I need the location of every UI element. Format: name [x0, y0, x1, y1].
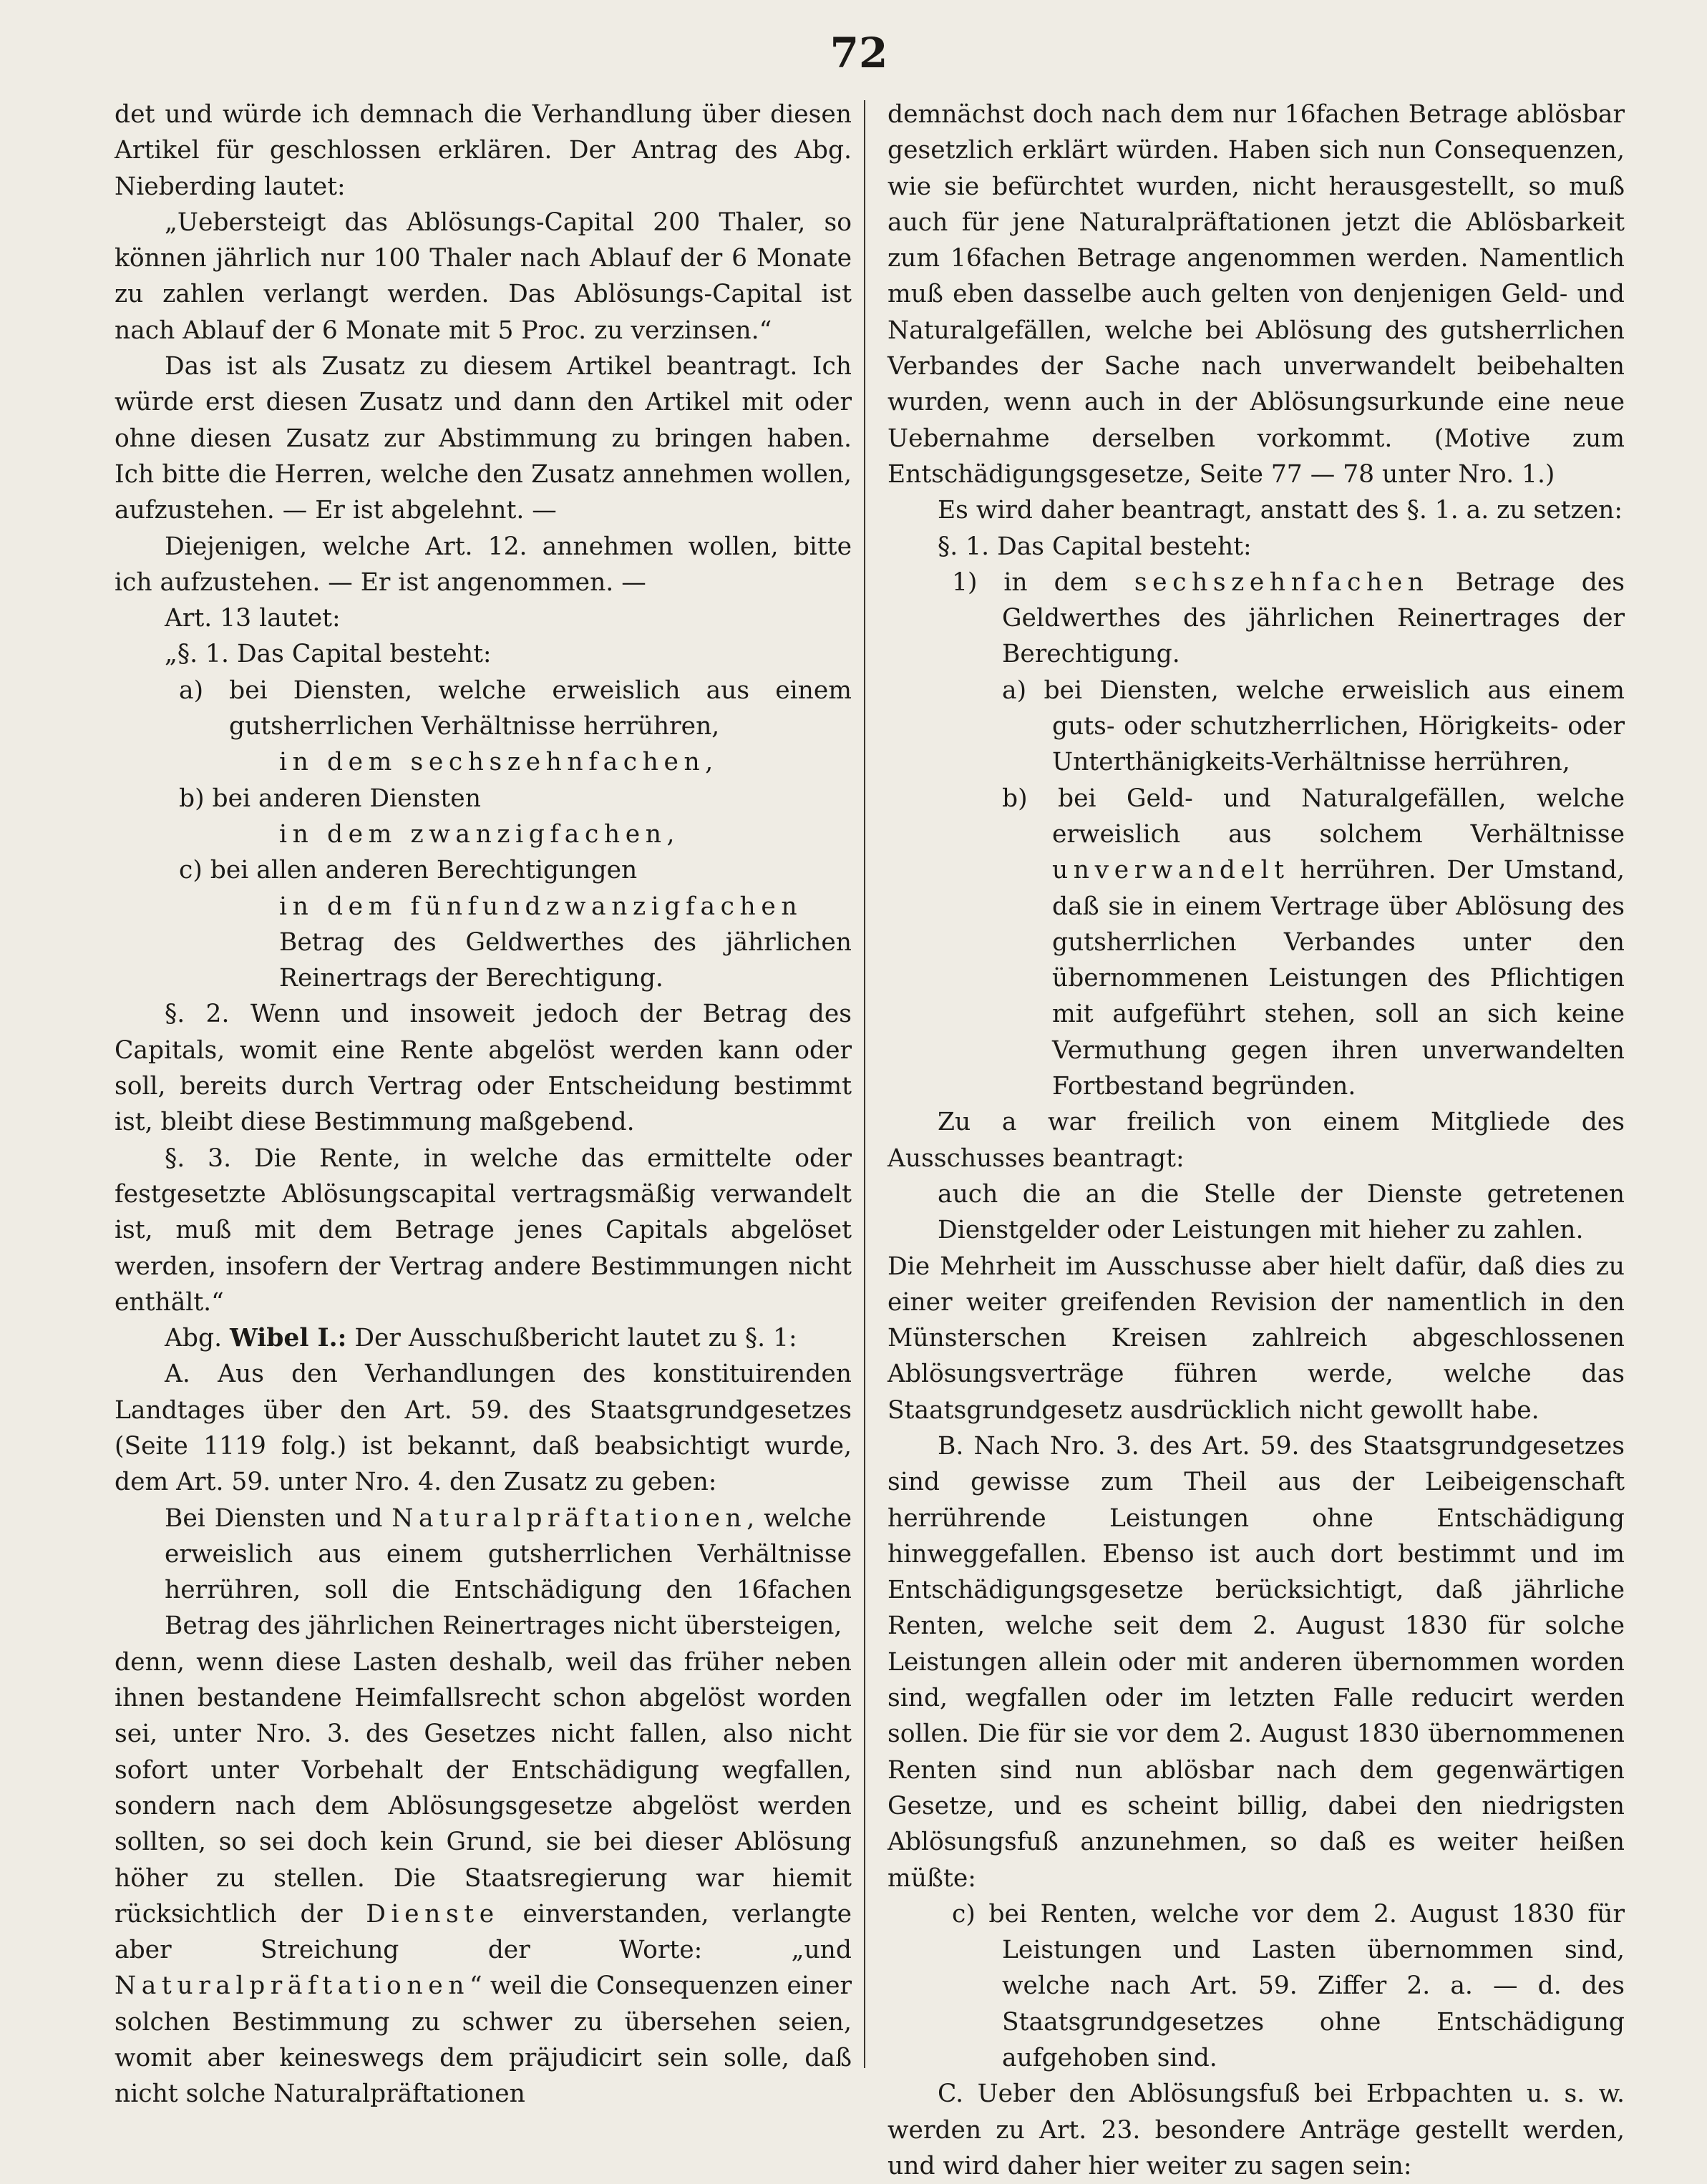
list-item — [887, 565, 1625, 673]
left-column — [115, 97, 852, 2112]
paragraph: Art. 13 lautet: — [165, 604, 341, 633]
text-run: denn, wenn diese Lasten deshalb, weil das früher neben ihnen bestandene Heimfallsrecht schon abgelöst worden sei, unter Nro. 3. des Gesetzes nicht fallen, also nicht sofort unter Vorbehalt der Entschädigung wegfallen, sondern nach dem Ablösungsgesetze abgelöst werden sollten, so sei doch kein Grund, sie bei dieser Ablösung höher zu stellen. Die Staatsregierung war hiemit rücksichtlich der — [115, 1647, 852, 1929]
paragraph: Es wird daher beantragt, anstatt des §. 1. a. zu setzen: — [938, 496, 1623, 525]
quoted-motion: auch die an die Stelle der Dienste getretenen Dienstgelder oder Leistungen mit hieher zu zahlen. — [938, 1179, 1625, 1245]
section-paragraph: §. 2. Wenn und insoweit jedoch der Betrag des Capitals, womit eine Rente abgelöst werden kann oder soll, bereits durch Vertrag oder Entscheidung bestimmt ist, bleibt diese Bestimmung maßgebend. — [115, 1000, 852, 1137]
text-run: “ weil die Consequenzen einer solchen Bestimmung zu schwer zu übersehen seien, womit aber keineswegs dem präjudicirt sein solle, daß nicht solche Naturalpräftationen — [115, 1971, 852, 2109]
spaced-term: Naturalpräftationen — [392, 1503, 747, 1533]
paragraph — [115, 1644, 852, 2112]
text-run: , welche erweislich aus einem gutsherrlichen Verhältnisse herrühren, soll die Entschädigung den 16fachen Betrag des jährlichen Reinertrages nicht übersteigen, — [165, 1503, 852, 1641]
spaced-term: unverwandelt — [1052, 856, 1290, 885]
text-run: Bei Diensten und — [165, 1503, 392, 1533]
speaker-name: Wibel I.: — [230, 1324, 347, 1353]
section-heading: §. 1. Das Capital besteht: — [938, 532, 1252, 561]
right-column — [887, 97, 1625, 2184]
list-item: b) bei anderen Diensten — [179, 784, 481, 813]
paragraph: Diejenigen, welche Art. 12. annehmen wollen, bitte ich aufzustehen. — Er ist angenommen. — — [115, 532, 852, 597]
paragraph: Die Mehrheit im Ausschusse aber hielt dafür, daß dies zu einer weiter greifenden Revision der namentlich in den Münsterschen Kreisen zahlreich abgeschlossenen Ablösungsverträge führen werde, welche das Staatsgrundgesetz ausdrücklich nicht gewollt habe. — [887, 1252, 1625, 1425]
text-run: Betrage des Geldwerthes des jährlichen Reinertrages der Berechtigung. — [1002, 567, 1625, 669]
paragraph: det und würde ich demnach die Verhandlung über diesen Artikel für geschlossen erklären. Der Antrag des Abg. Nieberding lautet: — [115, 100, 852, 201]
list-item-factor: in dem zwanzigfachen, — [279, 819, 681, 849]
list-item: a) bei Diensten, welche erweislich aus einem guts- oder schutzherrlichen, Hörigkeits- oder Unterthänigkeits-Verhältnisse herrühren, — [1002, 676, 1625, 777]
spaced-term: Naturalpräftationen — [115, 1971, 470, 2001]
list-item — [887, 781, 1625, 1105]
text-run: herrühren. Der Umstand, daß sie in einem Vertrage über Ablösung des gutsherrlichen Verbandes unter den übernommenen Leistungen des Pflichtigen mit aufgeführt stehen, soll an sich keine Vermuthung gegen ihren unverwandelten Fortbestand begründen. — [1052, 856, 1625, 1101]
report-section-a: A. Aus den Verhandlungen des konstituirenden Landtages über den Art. 59. des Staatsgrundgesetzes (Seite 1119 folg.) ist bekannt, daß beabsichtigt wurde, dem Art. 59. unter Nro. 4. den Zusatz zu geben: — [115, 1360, 852, 1497]
text-run: b) bei Geld- und Naturalgefällen, welche erweislich aus solchem Verhältnisse — [1002, 784, 1625, 849]
speaker-prefix: Abg. — [165, 1324, 223, 1353]
list-item-factor: in dem fünfundzwanzigfachen — [279, 892, 803, 921]
speaker-text: Der Ausschußbericht lautet zu §. 1: — [354, 1324, 797, 1353]
list-tail: Betrag des Geldwerthes des jährlichen Reinertrags der Berechtigung. — [279, 927, 852, 993]
list-item: c) bei allen anderen Berechtigungen — [179, 856, 638, 885]
report-section-c: C. Ueber den Ablösungsfuß bei Erbpachten u. s. w. werden zu Art. 23. besondere Anträge gestellt werden, und wird daher hier weiter zu sagen sein: — [887, 2080, 1625, 2180]
list-item: a) bei Diensten, welche erweislich aus einem gutsherrlichen Verhältnisse herrühren, — [179, 676, 852, 741]
spaced-term: Dienste — [366, 1899, 500, 1929]
report-section-b: B. Nach Nro. 3. des Art. 59. des Staatsgrundgesetzes sind gewisse zum Theil aus der Leibeigenschaft herrührende Leistungen ohne Entschädigung hinweggefallen. Ebenso ist auch dort bestimmt und im Entschädigungsgesetze berücksichtigt, daß jährliche Renten, welche seit dem 2. August 1830 für solche Leistungen allein oder mit anderen übernommen worden sind, wegfallen oder im letzten Falle reducirt werden sollen. Die für sie vor dem 2. August 1830 übernommenen Renten sind nun ablösbar nach dem gegenwärtigen Gesetze, und es scheint billig, dabei den niedrigsten Ablösungsfuß anzunehmen, so daß es weiter heißen müßte: — [887, 1431, 1625, 1893]
text-run: einverstanden, verlangte aber Streichung der Worte: „und — [115, 1899, 852, 1965]
paragraph: Das ist als Zusatz zu diesem Artikel beantragt. Ich würde erst diesen Zusatz und dann den Artikel mit oder ohne diesen Zusatz zur Abstimmung zu bringen haben. Ich bitte die Herren, welche den Zusatz annehmen wollen, aufzustehen. — Er ist abgelehnt. — — [115, 352, 852, 525]
page-number: 72 — [830, 29, 888, 77]
list-item: c) bei Renten, welche vor dem 2. August 1830 für Leistungen und Lasten übernommen sind, welche nach Art. 59. Ziffer 2. a. — d. des Staatsgrundgesetzes ohne Entschädigung aufgehoben sind. — [952, 1899, 1625, 2073]
paragraph: Zu a war freilich von einem Mitgliede des Ausschusses beantragt: — [887, 1108, 1625, 1173]
spaced-term: sechszehnfachen — [1134, 567, 1429, 597]
list-item-factor: in dem sechszehnfachen, — [279, 748, 719, 777]
speaker-paragraph — [115, 1320, 852, 1356]
paragraph: demnächst doch nach dem nur 16fachen Betrage ablösbar gesetzlich erklärt würden. Haben sich nun Consequenzen, wie sie befürchtet wurden, nicht herausgestellt, so muß auch für jene Naturalpräftationen jetzt die Ablösbarkeit zum 16fachen Betrage angenommen werden. Namentlich muß eben dasselbe auch gelten von denjenigen Geld- und Naturalgefällen, welche bei Ablösung des gutsherrlichen Verbandes der Sache nach unverwandelt beibehalten wurden, wenn auch in der Ablösungsurkunde eine neue Uebernahme derselben vorkommt. (Motive zum Entschädigungsgesetze, Seite 77 — 78 unter Nro. 1.) — [887, 100, 1625, 489]
section-heading: „§. 1. Das Capital besteht: — [165, 640, 492, 669]
text-run: 1) in dem — [952, 567, 1134, 597]
quoted-addition — [115, 1501, 852, 1644]
column-divider — [864, 100, 865, 2068]
quoted-motion: „Uebersteigt das Ablösungs-Capital 200 Thaler, so können jährlich nur 100 Thaler nach Ablauf der 6 Monate zu zahlen verlangt werden. Das Ablösungs-Capital ist nach Ablauf der 6 Monate mit 5 Proc. zu verzinsen.“ — [115, 208, 852, 345]
section-paragraph: §. 3. Die Rente, in welche das ermittelte oder festgesetzte Ablösungscapital vertragsmäßig verwandelt ist, muß mit dem Betrage jenes Capitals abgelöset werden, insofern der Vertrag andere Bestimmungen nicht enthält.“ — [115, 1144, 852, 1317]
